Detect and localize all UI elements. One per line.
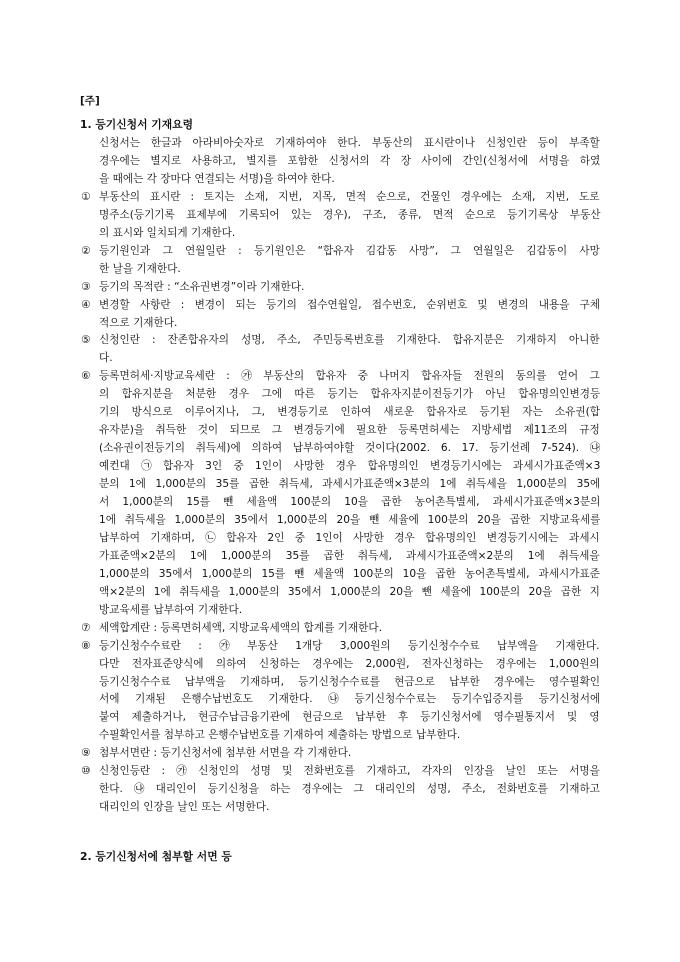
item-number-3: ③ xyxy=(81,280,91,293)
item-8-line: 서에 기재된 은행수납번호도 기재한다. ㉯ 등기신청수수료는 등기수입증지를 등기신청서에 xyxy=(99,693,601,706)
item-5-line: 다. xyxy=(99,352,113,365)
item-1-line: 부동산의 표시란 : 토지는 소재, 지번, 지목, 면적 순으로, 건물인 경우에는 소재, 지번, 도로 xyxy=(99,190,600,203)
item-9-line: 첨부서면란 : 등기신청서에 첨부한 서면을 각 기재한다. xyxy=(99,747,352,760)
item-4-line: 변경할 사항란 : 변경이 되는 등기의 접수연월일, 접수번호, 순위번호 및 변경의 내용을 구체 xyxy=(99,298,601,311)
item-6-line: 납부하여 기재하며, ㉡ 합유자 2인 중 1인이 사망한 경우 합유명의인 변경등기시에는 과세시 xyxy=(99,531,600,544)
item-1-line: 의 표시와 일치되게 기재한다. xyxy=(99,226,236,239)
item-6-line: 등록면허세·지방교육세란 : ㉮ 부동산의 합유자 중 나머지 합유자들 전원의 동의를 얻어 그 xyxy=(99,370,600,383)
item-10-line: 신청인등란 : ㉮ 신청인의 성명 및 전화번호를 기재하고, 각자의 인장을 날인 또는 서명을 xyxy=(99,765,600,778)
item-number-4: ④ xyxy=(81,298,91,311)
item-3-line: 등기의 목적란 : “소유권변경”이라 기재한다. xyxy=(99,280,305,293)
item-10-line: 한다. ㉯ 대리인이 등기신청을 하는 경우에는 그 대리인의 성명, 주소, 전화번호를 기재하고 xyxy=(99,783,600,796)
item-6-line: 예컨대 ㉠ 합유자 3인 중 1인이 사망한 경우 합유명의인 변경등기시에는 과세시가표준액×3 xyxy=(99,460,601,473)
item-number-9: ⑨ xyxy=(81,747,91,760)
item-6-line: 유자분)을 취득한 것이 되므로 그 변경등기에 필요한 등록면허세는 지방세법 제11조의 규정 xyxy=(99,424,600,437)
item-8-line: 등기신청수수료란 : ㉮ 부동산 1개당 3,000원의 등기신청수수료 납부액을 기재한다. xyxy=(99,639,600,652)
item-number-2: ② xyxy=(81,244,91,257)
item-6-line: 분의 1에 1,000분의 35를 곱한 취득세, 과세시가표준액×3분의 1에 취득세을 1,000분의 35에 xyxy=(99,478,601,491)
intro-line: 신청서는 한글과 아라비아숫자로 기재하여야 한다. 부동산의 표시란이나 신청인란 등이 부족할 xyxy=(99,137,600,149)
item-number-5: ⑤ xyxy=(81,334,91,347)
item-6-line: 액×2분의 1에 취득세을 1,000분의 35에서 1,000분의 20을 뺀 세율에 100분의 20을 곱한 지 xyxy=(99,585,600,598)
intro-line: 경우에는 별지로 사용하고, 별지를 포함한 신청서의 각 장 사이에 간인(신청서에 서명을 하였 xyxy=(99,154,601,167)
item-8-line: 다만 전자표준양식에 의하여 신청하는 경우에는 2,000원, 전자신청하는 경우에는 1,000원의 xyxy=(99,657,600,670)
item-6-line: 방교육세를 납부하여 기재한다. xyxy=(99,603,243,616)
section-1-title: 1. 등기신청서 기재요령 xyxy=(80,118,193,131)
item-5-line: 신청인란 : 잔존합유자의 성명, 주소, 주민등록번호를 기재한다. 합유지분은 기재하지 아니한 xyxy=(99,334,600,347)
item-6-line: (소유권이전등기의 취득세)에 의하여 납부하여야할 것이다(2002. 6. 17. 등기선례 7-524). ㉯ xyxy=(99,442,601,455)
item-8-line: 붙여 제출하거나, 현금수납금융기관에 현금으로 납부한 후 등기신청서에 영수필통지서 및 영 xyxy=(99,711,600,724)
item-number-6: ⑥ xyxy=(81,370,91,383)
item-1-line: 명주소(등기기록 표제부에 기록되어 있는 경우), 구조, 종류, 면적 순으로 등기기록상 부동산 xyxy=(99,208,601,221)
item-number-1: ① xyxy=(81,190,91,203)
note-tag: [주] xyxy=(80,95,100,107)
item-7-line: 세액합계란 : 등록면허세액, 지방교육세액의 합계를 기재한다. xyxy=(99,621,382,634)
item-10-line: 대리인의 인장을 날인 또는 서명한다. xyxy=(99,801,270,814)
item-8-line: 수필확인서를 첨부하고 은행수납번호를 기재하여 제출하는 방법으로 납부한다. xyxy=(99,729,461,742)
item-6-line: 1,000분의 35에서 1,000분의 15를 뺀 세율액 100분의 10을 곱한 농어촌특별세, 과세시가표준 xyxy=(99,567,600,580)
item-number-7: ⑦ xyxy=(81,621,91,634)
item-8-line: 등기신청수수료 납부액을 기재하며, 등기신청수수료를 현금으로 납부한 경우에는 영수필확인 xyxy=(99,675,601,688)
item-6-line: 1에 취득세을 1,000분의 35에서 1,000분의 20을 뺀 세율에 100분의 20을 곱한 지방교육세를 xyxy=(99,513,601,526)
item-2-line: 한 날을 기재한다. xyxy=(99,262,181,275)
item-6-line: 서 1,000분의 15를 뺀 세율액 100분의 10을 곱한 농어촌특별세, 과세시가표준액×3분의 xyxy=(99,496,601,508)
item-2-line: 등기원인과 그 연월일란 : 등기원인은 “합유자 김갑동 사망”, 그 연월일은 김갑동이 사망 xyxy=(99,244,600,257)
item-number-8: ⑧ xyxy=(81,639,91,652)
item-6-line: 기의 방식으로 이루어지나, 그, 변경등기로 인하여 새로운 합유자로 등기된 자는 소유권(합 xyxy=(99,406,600,419)
item-4-line: 적으로 기재한다. xyxy=(99,316,178,329)
item-6-line: 의 합유지분을 처분한 경우 그에 따른 등기는 합유자지분이전등기가 아닌 합유명의인변경등 xyxy=(99,388,601,401)
item-6-line: 가표준액×2분의 1에 1,000분의 35를 곱한 취득세, 과세시가표준액×2분의 1에 취득세을 xyxy=(99,549,600,562)
item-number-10: ⑩ xyxy=(81,765,91,778)
intro-line: 을 때에는 각 장마다 연결되는 서명)을 하여야 한다. xyxy=(99,172,335,185)
section-2-title: 2. 등기신청서에 첨부할 서면 등 xyxy=(80,850,232,863)
